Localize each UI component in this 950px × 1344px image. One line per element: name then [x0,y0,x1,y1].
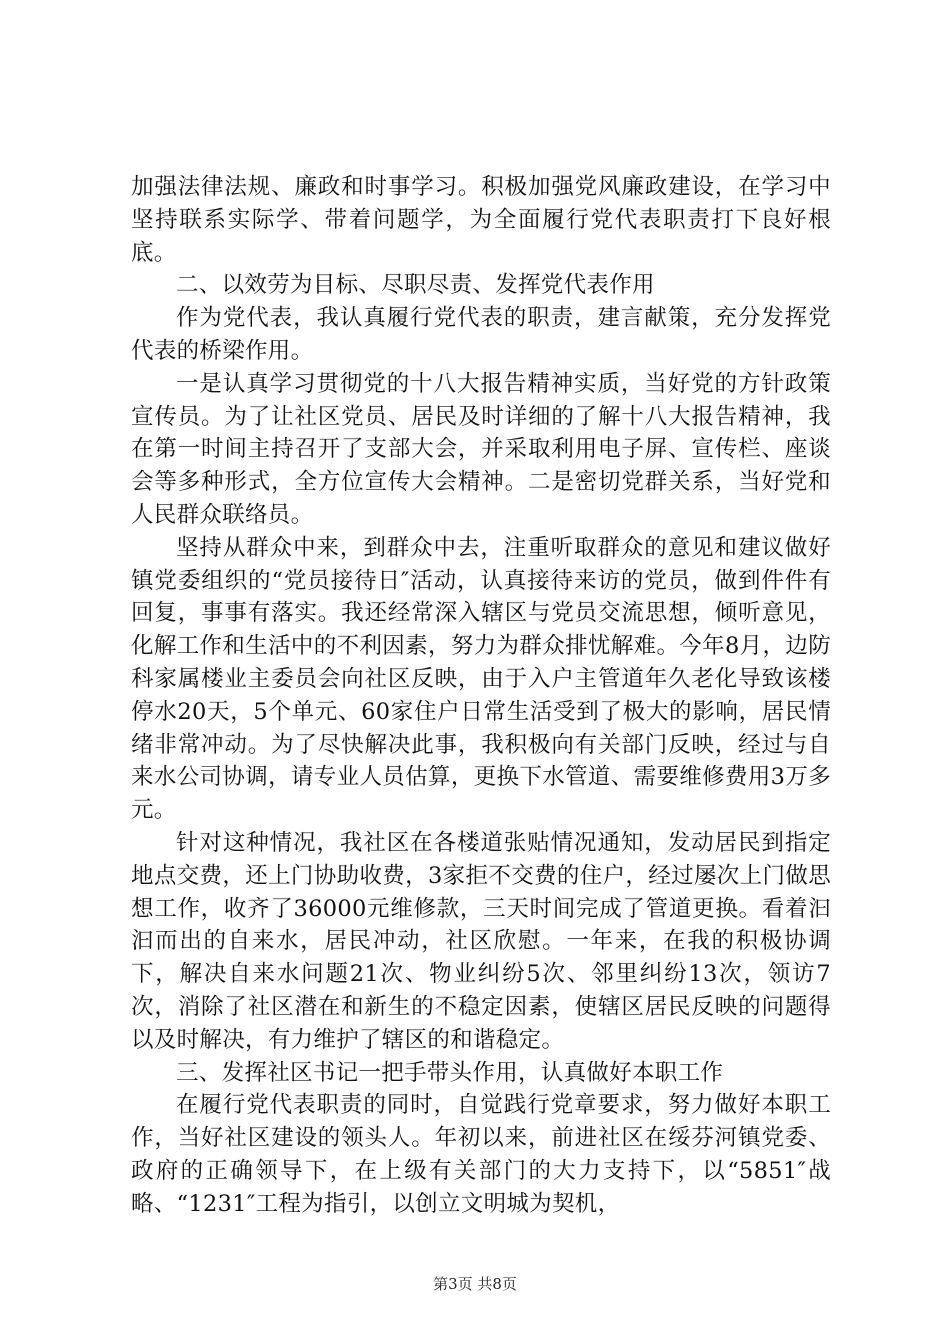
paragraph-5: 针对这种情况，我社区在各楼道张贴情况通知，发动居民到指定地点交费，还上门协助收费，3家拒不交费的住户，经过屡次上门做思想工作，收齐了36000元维修款，三天时间完成了管道更换。看着汩汩而出的自来水，居民冲动，社区欣慰。一年来，在我的积极协调下，解决自来水问题21次、物业纠纷5次、邻里纠纷13次，领访7次，消除了社区潜在和新生的不稳定因素，使辖区居民反映的问题得以及时解决，有力维护了辖区的和谐稳定。 [131,829,831,1053]
paragraph-1: 加强法律法规、廉政和时事学习。积极加强党风廉政建设，在学习中坚持联系实际学、带着问题学，为全面履行党代表职责打下良好根底。 [131,174,831,266]
paragraph-6: 在履行党代表职责的同时，自觉践行党章要求，努力做好本职工作，当好社区建设的领头人。年初以来，前进社区在绥芬河镇党委、政府的正确领导下，在上级有关部门的大力支持下，以“5851″战略、“1231″工程为指引，以创立文明城为契机， [131,1092,831,1217]
section-heading-2: 二、以效劳为目标、尽职尽责、发挥党代表作用 [176,272,655,299]
paragraph-4: 坚持从群众中来，到群众中去，注重听取群众的意见和建议做好镇党委组织的“党员接待日″活动，认真接待来访的党员，做到件件有回复，事事有落实。我还经常深入辖区与党员交流思想，倾听意见，化解工作和生活中的不利因素，努力为群众排忧解难。今年8月，边防科家属楼业主委员会向社区反映，由于入户主管道年久老化导致该楼停水20天，5个单元、60家住户日常生活受到了极大的影响，居民情绪非常冲动。为了尽快解决此事，我积极向有关部门反映，经过与自来水公司协调，请专业人员估算，更换下水管道、需要维修费用3万多元。 [131,534,831,824]
paragraph-3: 一是认真学习贯彻党的十八大报告精神实质，当好党的方针政策宣传员。为了让社区党员、居民及时详细的了解十八大报告精神，我在第一时间主持召开了支部大会，并采取利用电子屏、宣传栏、座谈会等多种形式，全方位宣传大会精神。二是密切党群关系，当好党和人民群众联络员。 [131,370,831,528]
page-footer [0,1274,950,1294]
document-body [131,171,831,1221]
page-number: 第3页 共8页 [433,1275,517,1293]
section-heading-3: 三、发挥社区书记一把手带头作用，认真做好本职工作 [176,1059,724,1086]
paragraph-2: 作为党代表，我认真履行党代表的职责，建言献策，充分发挥党代表的桥梁作用。 [131,305,831,364]
